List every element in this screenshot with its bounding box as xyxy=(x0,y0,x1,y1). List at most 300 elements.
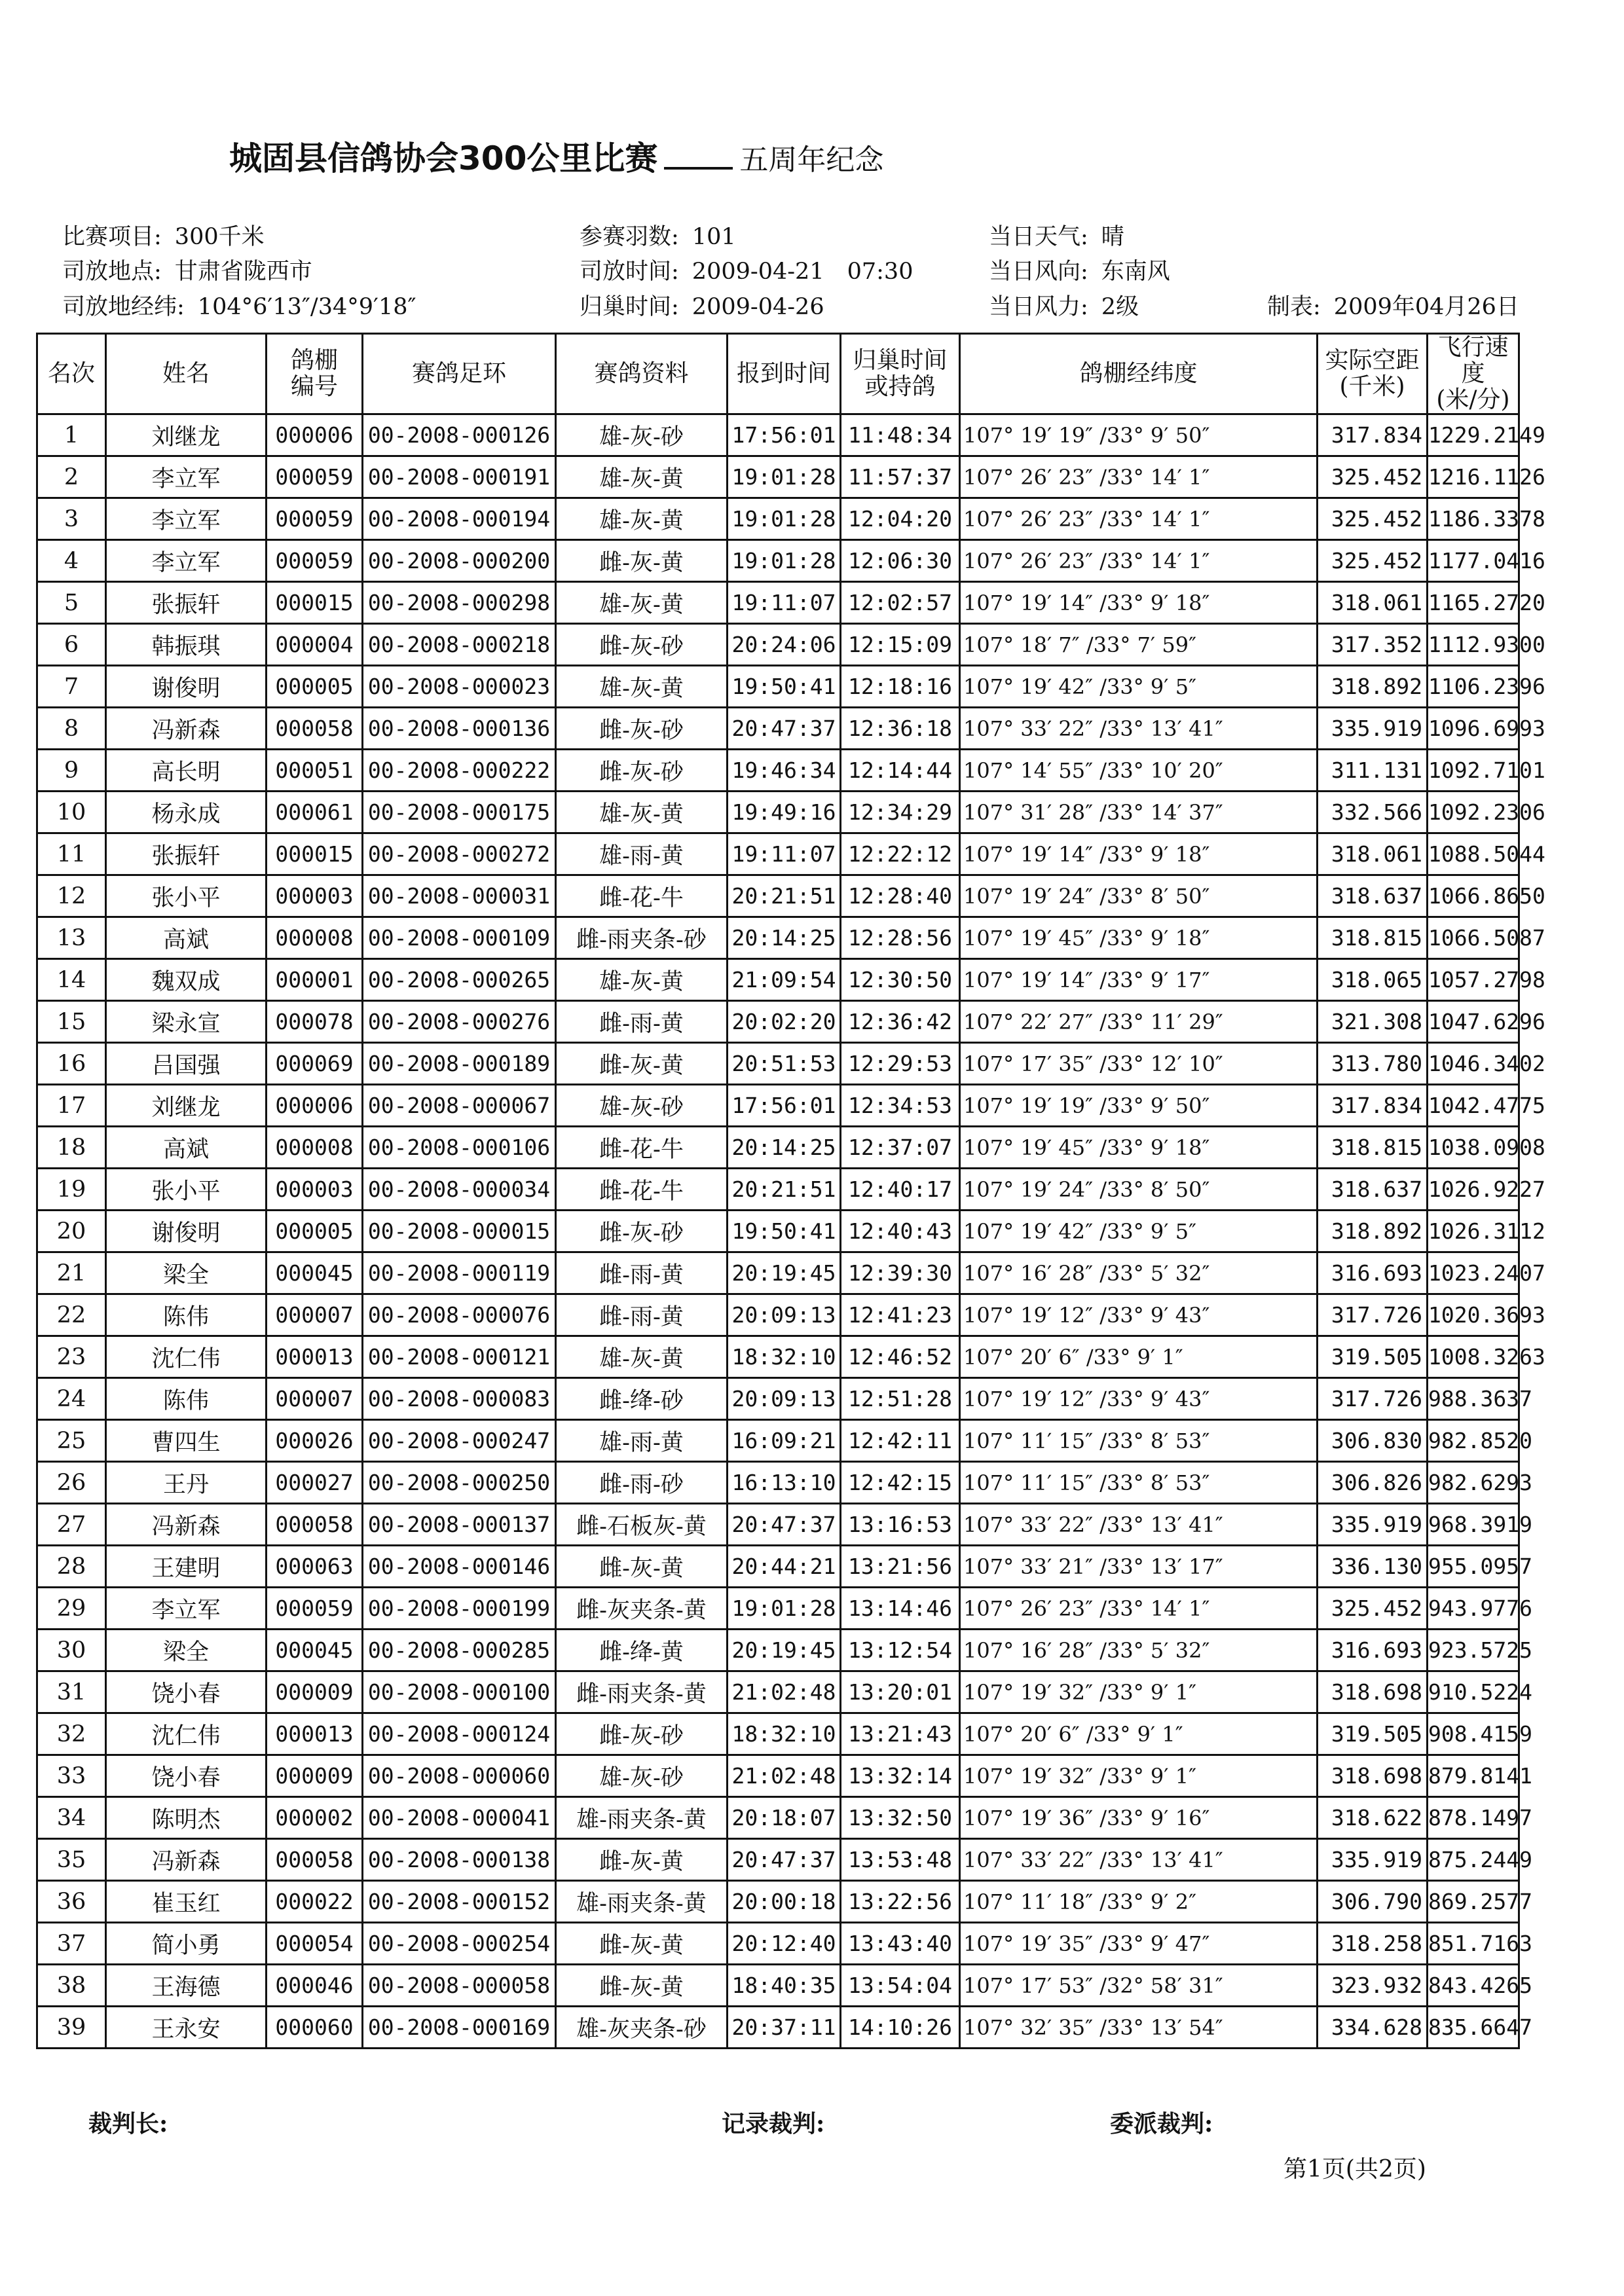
cell-speed: 968.3919 xyxy=(1428,1504,1519,1546)
cell-speed: 851.7163 xyxy=(1428,1923,1519,1965)
cell-rank: 19 xyxy=(37,1169,106,1211)
cell-distance: 317.834 xyxy=(1318,1085,1428,1127)
table-row xyxy=(37,1378,1519,1420)
cell-ring: 00-2008-000015 xyxy=(363,1211,556,1252)
cell-rank: 4 xyxy=(37,540,106,582)
cell-ring: 00-2008-000247 xyxy=(363,1420,556,1462)
cell-name: 高斌 xyxy=(106,917,267,959)
cell-return-time: 12:34:53 xyxy=(841,1085,960,1127)
cell-distance: 325.452 xyxy=(1318,498,1428,540)
cell-loft-no: 000007 xyxy=(267,1294,363,1336)
meta-event xyxy=(62,226,265,249)
cell-distance: 306.826 xyxy=(1318,1462,1428,1504)
cell-rank: 21 xyxy=(37,1252,106,1294)
cell-rank: 31 xyxy=(37,1671,106,1713)
table-row xyxy=(37,1294,1519,1336)
cell-return-time: 12:06:30 xyxy=(841,540,960,582)
cell-return-time: 11:48:34 xyxy=(841,414,960,456)
cell-return-time: 12:30:50 xyxy=(841,959,960,1001)
cell-name: 韩振琪 xyxy=(106,624,267,666)
cell-ring: 00-2008-000119 xyxy=(363,1252,556,1294)
cell-name: 吕国强 xyxy=(106,1043,267,1085)
cell-ring: 00-2008-000265 xyxy=(363,959,556,1001)
meta-release-coord xyxy=(62,296,416,319)
cell-distance: 318.892 xyxy=(1318,1211,1428,1252)
cell-arrival-time: 20:14:25 xyxy=(728,1127,841,1169)
cell-loft-no: 000069 xyxy=(267,1043,363,1085)
cell-speed: 879.8141 xyxy=(1428,1755,1519,1797)
cell-distance: 318.061 xyxy=(1318,582,1428,624)
cell-coordinates: 107° 19′ 35″ /33° 9′ 47″ xyxy=(960,1923,1318,1965)
cell-arrival-time: 19:11:07 xyxy=(728,582,841,624)
cell-rank: 5 xyxy=(37,582,106,624)
cell-name: 崔玉红 xyxy=(106,1881,267,1923)
cell-coordinates: 107° 26′ 23″ /33° 14′ 1″ xyxy=(960,456,1318,498)
cell-ring: 00-2008-000218 xyxy=(363,624,556,666)
cell-rank: 20 xyxy=(37,1211,106,1252)
cell-ring: 00-2008-000285 xyxy=(363,1630,556,1671)
cell-arrival-time: 20:51:53 xyxy=(728,1043,841,1085)
table-row xyxy=(37,1169,1519,1211)
cell-speed: 1023.2407 xyxy=(1428,1252,1519,1294)
cell-coordinates: 107° 11′ 15″ /33° 8′ 53″ xyxy=(960,1420,1318,1462)
table-row xyxy=(37,1420,1519,1462)
table-row xyxy=(37,1336,1519,1378)
cell-distance: 325.452 xyxy=(1318,456,1428,498)
cell-loft-no: 000059 xyxy=(267,1588,363,1630)
cell-ring: 00-2008-000126 xyxy=(363,414,556,456)
meta-release-time-value: 2009-04-21 07:30 xyxy=(692,259,913,285)
header-col-speed: 飞行速度 (米/分) xyxy=(1428,334,1519,414)
cell-ring: 00-2008-000106 xyxy=(363,1127,556,1169)
cell-speed: 1038.0908 xyxy=(1428,1127,1519,1169)
cell-return-time: 12:04:20 xyxy=(841,498,960,540)
cell-ring: 00-2008-000083 xyxy=(363,1378,556,1420)
cell-ring: 00-2008-000146 xyxy=(363,1546,556,1588)
cell-name: 梁全 xyxy=(106,1252,267,1294)
cell-arrival-time: 20:02:20 xyxy=(728,1001,841,1043)
cell-name: 王海德 xyxy=(106,1965,267,2007)
table-row xyxy=(37,1713,1519,1755)
cell-arrival-time: 20:21:51 xyxy=(728,1169,841,1211)
cell-return-time: 12:15:09 xyxy=(841,624,960,666)
cell-arrival-time: 16:09:21 xyxy=(728,1420,841,1462)
cell-ring: 00-2008-000250 xyxy=(363,1462,556,1504)
cell-coordinates: 107° 16′ 28″ /33° 5′ 32″ xyxy=(960,1630,1318,1671)
cell-speed: 1057.2798 xyxy=(1428,959,1519,1001)
cell-distance: 317.834 xyxy=(1318,414,1428,456)
cell-name: 陈明杰 xyxy=(106,1797,267,1839)
cell-rank: 6 xyxy=(37,624,106,666)
cell-ring: 00-2008-000189 xyxy=(363,1043,556,1085)
cell-bird-info: 雌-灰-砂 xyxy=(556,1713,728,1755)
cell-arrival-time: 20:09:13 xyxy=(728,1294,841,1336)
cell-rank: 16 xyxy=(37,1043,106,1085)
table-row xyxy=(37,582,1519,624)
cell-rank: 9 xyxy=(37,750,106,792)
cell-arrival-time: 20:00:18 xyxy=(728,1881,841,1923)
meta-wind-force-label: 当日风力: xyxy=(989,294,1088,320)
cell-coordinates: 107° 19′ 32″ /33° 9′ 1″ xyxy=(960,1671,1318,1713)
cell-arrival-time: 19:50:41 xyxy=(728,666,841,708)
cell-loft-no: 000008 xyxy=(267,1127,363,1169)
table-row xyxy=(37,792,1519,833)
cell-bird-info: 雄-灰-黄 xyxy=(556,959,728,1001)
cell-name: 王丹 xyxy=(106,1462,267,1504)
cell-rank: 28 xyxy=(37,1546,106,1588)
cell-coordinates: 107° 31′ 28″ /33° 14′ 37″ xyxy=(960,792,1318,833)
cell-name: 陈伟 xyxy=(106,1378,267,1420)
cell-ring: 00-2008-000137 xyxy=(363,1504,556,1546)
table-row xyxy=(37,875,1519,917)
table-row xyxy=(37,750,1519,792)
cell-coordinates: 107° 19′ 24″ /33° 8′ 50″ xyxy=(960,875,1318,917)
table-row xyxy=(37,414,1519,456)
cell-rank: 30 xyxy=(37,1630,106,1671)
table-row xyxy=(37,1001,1519,1043)
cell-speed: 988.3637 xyxy=(1428,1378,1519,1420)
cell-distance: 321.308 xyxy=(1318,1001,1428,1043)
cell-arrival-time: 19:46:34 xyxy=(728,750,841,792)
table-row xyxy=(37,1043,1519,1085)
table-row xyxy=(37,498,1519,540)
cell-rank: 35 xyxy=(37,1839,106,1881)
cell-bird-info: 雌-绛-砂 xyxy=(556,1378,728,1420)
cell-rank: 37 xyxy=(37,1923,106,1965)
cell-speed: 1216.1126 xyxy=(1428,456,1519,498)
cell-return-time: 12:42:11 xyxy=(841,1420,960,1462)
cell-arrival-time: 18:40:35 xyxy=(728,1965,841,2007)
cell-return-time: 14:10:26 xyxy=(841,2007,960,2049)
cell-return-time: 12:39:30 xyxy=(841,1252,960,1294)
cell-distance: 319.505 xyxy=(1318,1713,1428,1755)
cell-distance: 325.452 xyxy=(1318,1588,1428,1630)
cell-coordinates: 107° 19′ 14″ /33° 9′ 18″ xyxy=(960,833,1318,875)
cell-speed: 1026.3112 xyxy=(1428,1211,1519,1252)
header-col-bird-info: 赛鸽资料 xyxy=(556,334,728,414)
cell-name: 刘继龙 xyxy=(106,414,267,456)
cell-bird-info: 雄-灰-砂 xyxy=(556,1085,728,1127)
cell-bird-info: 雄-灰-黄 xyxy=(556,792,728,833)
meta-weather xyxy=(989,226,1124,249)
cell-name: 李立军 xyxy=(106,1588,267,1630)
cell-speed: 943.9776 xyxy=(1428,1588,1519,1630)
cell-return-time: 12:41:23 xyxy=(841,1294,960,1336)
cell-arrival-time: 20:37:11 xyxy=(728,2007,841,2049)
cell-return-time: 12:34:29 xyxy=(841,792,960,833)
cell-name: 谢俊明 xyxy=(106,1211,267,1252)
meta-prepared xyxy=(1267,296,1519,319)
cell-ring: 00-2008-000136 xyxy=(363,708,556,750)
cell-loft-no: 000007 xyxy=(267,1378,363,1420)
cell-coordinates: 107° 33′ 21″ /33° 13′ 17″ xyxy=(960,1546,1318,1588)
cell-arrival-time: 18:32:10 xyxy=(728,1336,841,1378)
table-row xyxy=(37,1504,1519,1546)
cell-rank: 14 xyxy=(37,959,106,1001)
cell-bird-info: 雌-灰-砂 xyxy=(556,1211,728,1252)
meta-release-place-value: 甘肃省陇西市 xyxy=(174,259,312,285)
cell-name: 高斌 xyxy=(106,1127,267,1169)
cell-rank: 1 xyxy=(37,414,106,456)
cell-return-time: 13:16:53 xyxy=(841,1504,960,1546)
cell-ring: 00-2008-000067 xyxy=(363,1085,556,1127)
cell-coordinates: 107° 17′ 35″ /33° 12′ 10″ xyxy=(960,1043,1318,1085)
meta-return-time-value: 2009-04-26 xyxy=(692,294,824,320)
meta-release-coord-label: 司放地经纬: xyxy=(62,294,185,320)
cell-name: 高长明 xyxy=(106,750,267,792)
meta-wind-force xyxy=(989,296,1139,319)
header-col-rank: 名次 xyxy=(37,334,106,414)
cell-loft-no: 000015 xyxy=(267,582,363,624)
cell-loft-no: 000060 xyxy=(267,2007,363,2049)
meta-wind-direction-label: 当日风向: xyxy=(989,259,1088,285)
cell-loft-no: 000013 xyxy=(267,1336,363,1378)
table-row xyxy=(37,1923,1519,1965)
cell-bird-info: 雌-雨-砂 xyxy=(556,1462,728,1504)
cell-bird-info: 雌-绛-黄 xyxy=(556,1630,728,1671)
cell-return-time: 12:29:53 xyxy=(841,1043,960,1085)
cell-bird-info: 雌-灰-黄 xyxy=(556,1043,728,1085)
cell-name: 李立军 xyxy=(106,456,267,498)
cell-distance: 318.258 xyxy=(1318,1923,1428,1965)
table-row xyxy=(37,624,1519,666)
page-number: 第1页(共2页) xyxy=(1283,2156,1426,2183)
cell-return-time: 11:57:37 xyxy=(841,456,960,498)
cell-arrival-time: 20:21:51 xyxy=(728,875,841,917)
cell-ring: 00-2008-000276 xyxy=(363,1001,556,1043)
cell-coordinates: 107° 19′ 45″ /33° 9′ 18″ xyxy=(960,917,1318,959)
cell-speed: 1177.0416 xyxy=(1428,540,1519,582)
meta-wind-direction-value: 东南风 xyxy=(1101,259,1170,285)
cell-distance: 332.566 xyxy=(1318,792,1428,833)
cell-return-time: 12:02:57 xyxy=(841,582,960,624)
cell-ring: 00-2008-000121 xyxy=(363,1336,556,1378)
cell-speed: 1046.3402 xyxy=(1428,1043,1519,1085)
cell-return-time: 12:22:12 xyxy=(841,833,960,875)
cell-name: 陈伟 xyxy=(106,1294,267,1336)
cell-speed: 869.2577 xyxy=(1428,1881,1519,1923)
record-judge-label: 记录裁判: xyxy=(722,2110,825,2138)
cell-bird-info: 雌-雨-黄 xyxy=(556,1001,728,1043)
cell-return-time: 13:14:46 xyxy=(841,1588,960,1630)
cell-ring: 00-2008-000175 xyxy=(363,792,556,833)
cell-distance: 318.815 xyxy=(1318,1127,1428,1169)
cell-rank: 38 xyxy=(37,1965,106,2007)
cell-rank: 36 xyxy=(37,1881,106,1923)
cell-ring: 00-2008-000124 xyxy=(363,1713,556,1755)
cell-rank: 13 xyxy=(37,917,106,959)
cell-ring: 00-2008-000222 xyxy=(363,750,556,792)
cell-coordinates: 107° 19′ 19″ /33° 9′ 50″ xyxy=(960,414,1318,456)
cell-coordinates: 107° 19′ 14″ /33° 9′ 18″ xyxy=(960,582,1318,624)
cell-bird-info: 雄-雨夹条-黄 xyxy=(556,1881,728,1923)
cell-speed: 1106.2396 xyxy=(1428,666,1519,708)
cell-ring: 00-2008-000034 xyxy=(363,1169,556,1211)
meta-prepared-value: 2009年04月26日 xyxy=(1333,294,1519,320)
cell-distance: 313.780 xyxy=(1318,1043,1428,1085)
cell-arrival-time: 20:24:06 xyxy=(728,624,841,666)
cell-arrival-time: 19:01:28 xyxy=(728,498,841,540)
cell-ring: 00-2008-000152 xyxy=(363,1881,556,1923)
cell-ring: 00-2008-000100 xyxy=(363,1671,556,1713)
cell-bird-info: 雌-石板灰-黄 xyxy=(556,1504,728,1546)
cell-arrival-time: 19:01:28 xyxy=(728,540,841,582)
title-suffix: 五周年纪念 xyxy=(739,143,884,177)
cell-speed: 1008.3263 xyxy=(1428,1336,1519,1378)
cell-rank: 23 xyxy=(37,1336,106,1378)
cell-arrival-time: 17:56:01 xyxy=(728,1085,841,1127)
cell-bird-info: 雌-雨夹条-黄 xyxy=(556,1671,728,1713)
cell-arrival-time: 18:32:10 xyxy=(728,1713,841,1755)
cell-coordinates: 107° 33′ 22″ /33° 13′ 41″ xyxy=(960,1504,1318,1546)
cell-rank: 12 xyxy=(37,875,106,917)
cell-coordinates: 107° 22′ 27″ /33° 11′ 29″ xyxy=(960,1001,1318,1043)
meta-weather-label: 当日天气: xyxy=(989,224,1088,250)
cell-loft-no: 000045 xyxy=(267,1630,363,1671)
meta-release-place xyxy=(62,261,312,283)
cell-loft-no: 000061 xyxy=(267,792,363,833)
cell-coordinates: 107° 26′ 23″ /33° 14′ 1″ xyxy=(960,540,1318,582)
cell-loft-no: 000022 xyxy=(267,1881,363,1923)
cell-bird-info: 雄-雨夹条-黄 xyxy=(556,1797,728,1839)
table-row xyxy=(37,1839,1519,1881)
cell-speed: 908.4159 xyxy=(1428,1713,1519,1755)
table-row xyxy=(37,1671,1519,1713)
cell-distance: 317.352 xyxy=(1318,624,1428,666)
cell-distance: 325.452 xyxy=(1318,540,1428,582)
cell-bird-info: 雌-花-牛 xyxy=(556,1169,728,1211)
header-col-loft-no: 鸽棚 编号 xyxy=(267,334,363,414)
header-col-return-time: 归巢时间 或持鸽 xyxy=(841,334,960,414)
cell-bird-info: 雄-雨-黄 xyxy=(556,1420,728,1462)
cell-rank: 18 xyxy=(37,1127,106,1169)
cell-distance: 335.919 xyxy=(1318,708,1428,750)
cell-ring: 00-2008-000254 xyxy=(363,1923,556,1965)
cell-arrival-time: 20:14:25 xyxy=(728,917,841,959)
table-row xyxy=(37,1462,1519,1504)
cell-arrival-time: 20:47:37 xyxy=(728,708,841,750)
cell-loft-no: 000009 xyxy=(267,1671,363,1713)
cell-ring: 00-2008-000169 xyxy=(363,2007,556,2049)
table-row xyxy=(37,1965,1519,2007)
cell-return-time: 13:43:40 xyxy=(841,1923,960,1965)
cell-coordinates: 107° 19′ 12″ /33° 9′ 43″ xyxy=(960,1378,1318,1420)
table-row xyxy=(37,917,1519,959)
table-row xyxy=(37,1211,1519,1252)
cell-loft-no: 000045 xyxy=(267,1252,363,1294)
cell-arrival-time: 16:13:10 xyxy=(728,1462,841,1504)
cell-bird-info: 雄-灰-黄 xyxy=(556,582,728,624)
table-row xyxy=(37,1588,1519,1630)
cell-return-time: 13:32:14 xyxy=(841,1755,960,1797)
table-row xyxy=(37,1085,1519,1127)
cell-distance: 335.919 xyxy=(1318,1504,1428,1546)
cell-ring: 00-2008-000200 xyxy=(363,540,556,582)
table-row xyxy=(37,1755,1519,1797)
cell-return-time: 12:40:43 xyxy=(841,1211,960,1252)
cell-bird-info: 雌-灰-砂 xyxy=(556,708,728,750)
cell-name: 李立军 xyxy=(106,540,267,582)
cell-ring: 00-2008-000298 xyxy=(363,582,556,624)
cell-speed: 843.4265 xyxy=(1428,1965,1519,2007)
cell-name: 沈仁伟 xyxy=(106,1336,267,1378)
cell-speed: 1092.7101 xyxy=(1428,750,1519,792)
table-body xyxy=(37,414,1545,2049)
cell-distance: 319.505 xyxy=(1318,1336,1428,1378)
cell-loft-no: 000046 xyxy=(267,1965,363,2007)
chief-judge-label: 裁判长: xyxy=(88,2110,168,2138)
cell-distance: 318.892 xyxy=(1318,666,1428,708)
table-row xyxy=(37,1630,1519,1671)
table-row xyxy=(37,708,1519,750)
cell-speed: 1112.9300 xyxy=(1428,624,1519,666)
title-underline xyxy=(664,167,733,170)
cell-name: 梁全 xyxy=(106,1630,267,1671)
cell-loft-no: 000006 xyxy=(267,414,363,456)
cell-return-time: 12:51:28 xyxy=(841,1378,960,1420)
cell-name: 冯新森 xyxy=(106,708,267,750)
cell-speed: 1020.3693 xyxy=(1428,1294,1519,1336)
cell-speed: 1088.5044 xyxy=(1428,833,1519,875)
cell-name: 张小平 xyxy=(106,1169,267,1211)
cell-speed: 1186.3378 xyxy=(1428,498,1519,540)
meta-event-label: 比赛项目: xyxy=(62,224,162,250)
cell-coordinates: 107° 19′ 45″ /33° 9′ 18″ xyxy=(960,1127,1318,1169)
cell-rank: 22 xyxy=(37,1294,106,1336)
cell-rank: 10 xyxy=(37,792,106,833)
meta-release-time xyxy=(580,261,913,283)
cell-rank: 25 xyxy=(37,1420,106,1462)
cell-coordinates: 107° 19′ 24″ /33° 8′ 50″ xyxy=(960,1169,1318,1211)
cell-arrival-time: 21:02:48 xyxy=(728,1671,841,1713)
cell-ring: 00-2008-000076 xyxy=(363,1294,556,1336)
meta-release-coord-value: 104°6′13″/34°9′18″ xyxy=(197,294,416,320)
cell-distance: 318.637 xyxy=(1318,1169,1428,1211)
cell-loft-no: 000003 xyxy=(267,1169,363,1211)
cell-name: 沈仁伟 xyxy=(106,1713,267,1755)
cell-distance: 335.919 xyxy=(1318,1839,1428,1881)
cell-speed: 1096.6993 xyxy=(1428,708,1519,750)
cell-arrival-time: 17:56:01 xyxy=(728,414,841,456)
cell-return-time: 13:12:54 xyxy=(841,1630,960,1671)
cell-arrival-time: 20:12:40 xyxy=(728,1923,841,1965)
cell-name: 杨永成 xyxy=(106,792,267,833)
cell-loft-no: 000058 xyxy=(267,1504,363,1546)
cell-loft-no: 000013 xyxy=(267,1713,363,1755)
header-col-ring: 赛鸽足环 xyxy=(363,334,556,414)
cell-name: 张振轩 xyxy=(106,582,267,624)
cell-loft-no: 000003 xyxy=(267,875,363,917)
cell-arrival-time: 19:11:07 xyxy=(728,833,841,875)
cell-return-time: 13:22:56 xyxy=(841,1881,960,1923)
cell-return-time: 12:40:17 xyxy=(841,1169,960,1211)
cell-loft-no: 000005 xyxy=(267,666,363,708)
cell-rank: 39 xyxy=(37,2007,106,2049)
cell-loft-no: 000004 xyxy=(267,624,363,666)
meta-release-time-label: 司放时间: xyxy=(580,259,679,285)
cell-coordinates: 107° 17′ 53″ /32° 58′ 31″ xyxy=(960,1965,1318,2007)
cell-ring: 00-2008-000199 xyxy=(363,1588,556,1630)
cell-rank: 7 xyxy=(37,666,106,708)
cell-arrival-time: 20:44:21 xyxy=(728,1546,841,1588)
cell-ring: 00-2008-000023 xyxy=(363,666,556,708)
cell-speed: 1026.9227 xyxy=(1428,1169,1519,1211)
cell-return-time: 12:46:52 xyxy=(841,1336,960,1378)
cell-coordinates: 107° 19′ 42″ /33° 9′ 5″ xyxy=(960,666,1318,708)
cell-arrival-time: 20:19:45 xyxy=(728,1252,841,1294)
cell-speed: 1092.2306 xyxy=(1428,792,1519,833)
meta-return-time xyxy=(580,296,824,319)
